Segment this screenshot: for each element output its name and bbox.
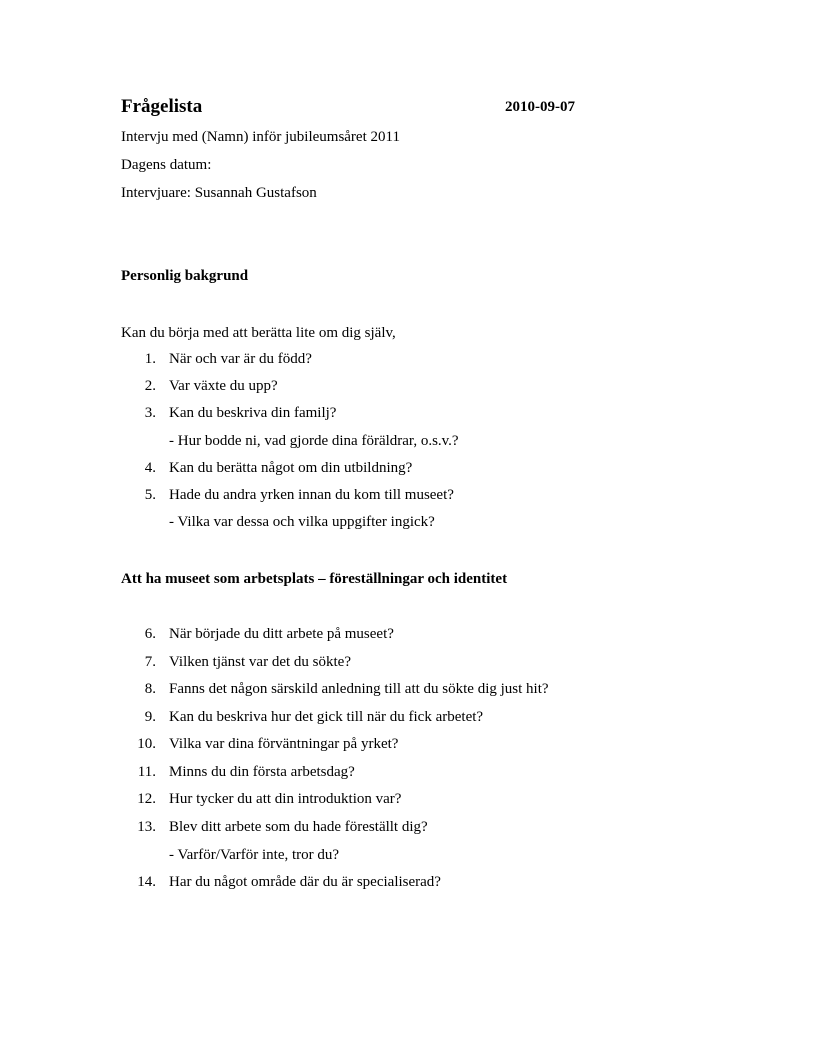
question-text: Hur tycker du att din introduktion var?: [169, 791, 402, 807]
document-date: 2010-09-07: [505, 99, 575, 115]
question-number: 4.: [144, 460, 156, 476]
document-title: Frågelista: [121, 96, 203, 117]
interview-subject-line: Intervju med (Namn) inför jubileumsåret 2011: [121, 129, 400, 145]
question-number: 13.: [137, 819, 156, 835]
question-text: Blev ditt arbete som du hade föreställt dig?: [169, 819, 428, 835]
question-text: När och var är du född?: [169, 351, 312, 367]
question-text: Har du något område där du är specialiserad?: [169, 874, 441, 890]
question-number: 12.: [137, 791, 156, 807]
question-number: 9.: [144, 709, 156, 725]
question-number: 11.: [137, 764, 156, 780]
question-followup: - Vilka var dessa och vilka uppgifter ingick?: [169, 514, 435, 530]
question-text: Vilka var dina förväntningar på yrket?: [169, 736, 399, 752]
question-number: 8.: [144, 681, 156, 697]
question-number: 6.: [144, 626, 156, 642]
section-intro: Kan du börja med att berätta lite om dig själv,: [121, 325, 396, 341]
question-number: 10.: [137, 736, 156, 752]
question-text: Vilken tjänst var det du sökte?: [169, 654, 351, 670]
question-text: Hade du andra yrken innan du kom till museet?: [169, 487, 454, 503]
question-text: Kan du beskriva hur det gick till när du fick arbetet?: [169, 709, 484, 725]
question-text: Fanns det någon särskild anledning till att du sökte dig just hit?: [169, 681, 549, 697]
question-text: Kan du beskriva din familj?: [169, 405, 337, 421]
section-heading-personal-background: Personlig bakgrund: [121, 268, 249, 284]
section-heading-workplace: Att ha museet som arbetsplats – föreställningar och identitet: [121, 571, 508, 587]
question-number: 7.: [144, 654, 156, 670]
question-text: När började du ditt arbete på museet?: [169, 626, 394, 642]
question-followup: - Hur bodde ni, vad gjorde dina föräldrar, o.s.v.?: [169, 433, 459, 449]
question-followup: - Varför/Varför inte, tror du?: [169, 847, 340, 863]
question-text: Minns du din första arbetsdag?: [169, 764, 355, 780]
todays-date-line: Dagens datum:: [121, 157, 212, 173]
question-text: Kan du berätta något om din utbildning?: [169, 460, 413, 476]
question-number: 2.: [144, 378, 156, 394]
question-number: 3.: [144, 405, 156, 421]
question-number: 14.: [137, 874, 156, 890]
question-text: Var växte du upp?: [169, 378, 278, 394]
interviewer-line: Intervjuare: Susannah Gustafson: [121, 185, 317, 201]
question-number: 1.: [144, 351, 156, 367]
question-number: 5.: [144, 487, 156, 503]
